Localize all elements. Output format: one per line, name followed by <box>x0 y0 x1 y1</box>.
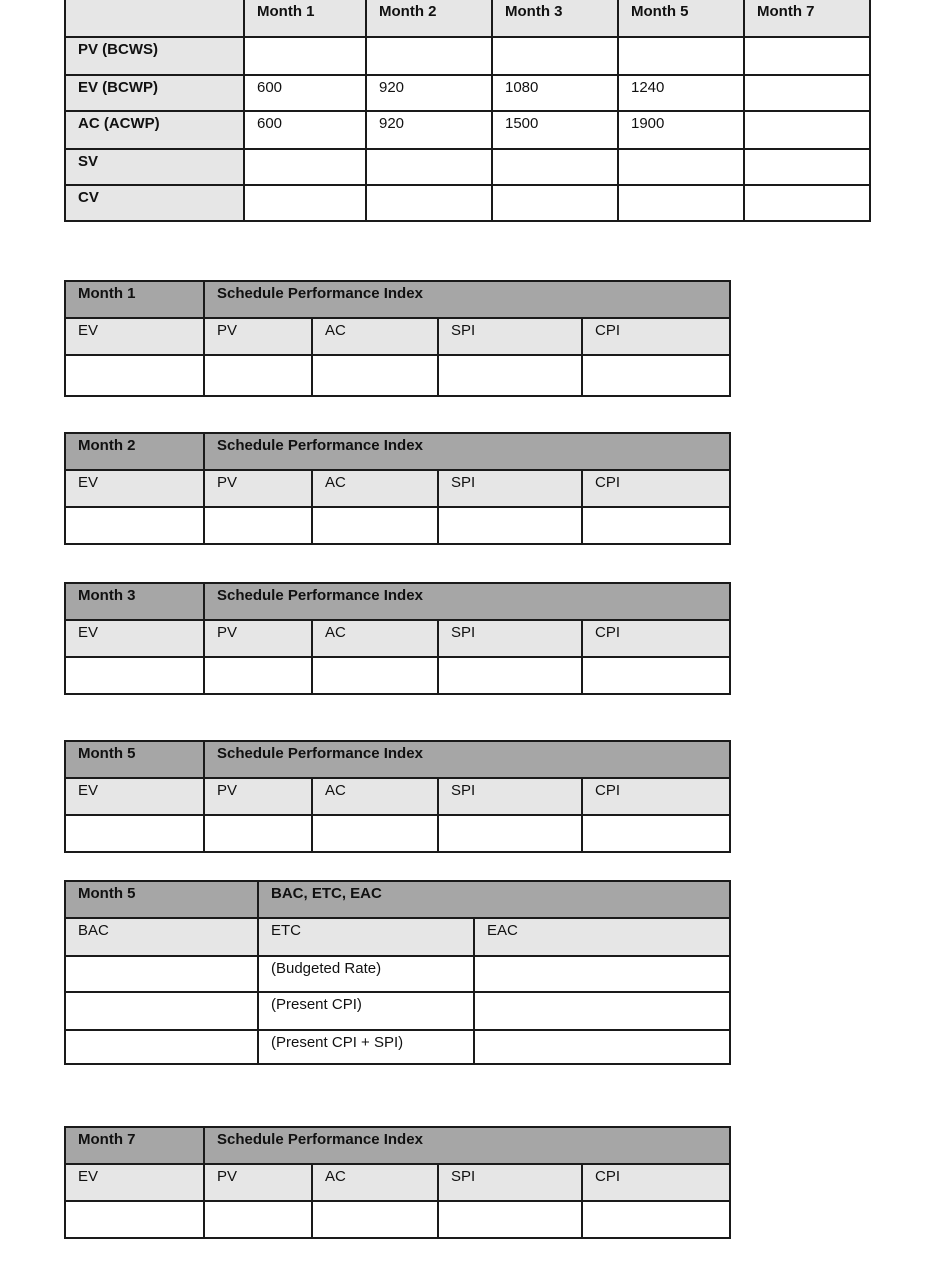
value-cell <box>492 37 618 75</box>
value-cell <box>312 355 438 396</box>
value-cell <box>492 185 618 221</box>
column-header: Month 1 <box>244 0 366 37</box>
value-cell: 920 <box>366 111 492 149</box>
column-header-row <box>65 918 730 956</box>
column-header: Month 7 <box>744 0 870 37</box>
value-cell <box>244 37 366 75</box>
title-row <box>65 281 730 318</box>
table-row <box>65 657 730 694</box>
column-header: CPI <box>582 470 730 507</box>
title-row <box>65 881 730 918</box>
table-row <box>65 1201 730 1238</box>
column-header: EV <box>65 1164 204 1201</box>
value-cell <box>474 956 730 992</box>
value-cell <box>65 956 258 992</box>
value-cell <box>65 355 204 396</box>
table-row <box>65 185 870 221</box>
row-label: CV <box>65 185 244 221</box>
value-cell: 1240 <box>618 75 744 111</box>
column-header: SPI <box>438 778 582 815</box>
table-row <box>65 956 730 992</box>
column-header: EV <box>65 470 204 507</box>
value-cell <box>744 111 870 149</box>
table-title: BAC, ETC, EAC <box>258 881 730 918</box>
value-cell <box>244 185 366 221</box>
month-label: Month 3 <box>65 583 204 620</box>
value-cell <box>312 507 438 544</box>
value-cell <box>438 507 582 544</box>
value-cell <box>582 657 730 694</box>
row-label: EV (BCWP) <box>65 75 244 111</box>
spi-table-month-7 <box>64 1126 731 1239</box>
value-cell <box>312 657 438 694</box>
value-cell <box>618 149 744 185</box>
column-header: CPI <box>582 620 730 657</box>
column-header: PV <box>204 778 312 815</box>
column-header: EV <box>65 318 204 355</box>
spi-table-month-3 <box>64 582 731 695</box>
column-header: EV <box>65 778 204 815</box>
column-header: ETC <box>258 918 474 956</box>
value-cell: 920 <box>366 75 492 111</box>
value-cell <box>65 992 258 1030</box>
value-cell <box>244 149 366 185</box>
column-header: CPI <box>582 778 730 815</box>
value-cell <box>582 507 730 544</box>
etc-method-label: (Present CPI + SPI) <box>258 1030 474 1064</box>
row-label: AC (ACWP) <box>65 111 244 149</box>
etc-method-label: (Present CPI) <box>258 992 474 1030</box>
title-row <box>65 741 730 778</box>
column-header: PV <box>204 318 312 355</box>
corner-cell <box>65 0 244 37</box>
table-row <box>65 992 730 1030</box>
column-header: CPI <box>582 1164 730 1201</box>
month-label: Month 5 <box>65 741 204 778</box>
table-row <box>65 1030 730 1064</box>
header-row <box>65 0 870 37</box>
column-header: Month 3 <box>492 0 618 37</box>
column-header-row <box>65 620 730 657</box>
value-cell <box>204 507 312 544</box>
value-cell <box>204 355 312 396</box>
month-label: Month 5 <box>65 881 258 918</box>
column-header: EAC <box>474 918 730 956</box>
value-cell: 600 <box>244 75 366 111</box>
value-cell <box>438 815 582 852</box>
value-cell <box>65 507 204 544</box>
column-header: PV <box>204 620 312 657</box>
table-row <box>65 111 870 149</box>
table-row <box>65 149 870 185</box>
value-cell <box>204 815 312 852</box>
etc-method-label: (Budgeted Rate) <box>258 956 474 992</box>
column-header-row <box>65 1164 730 1201</box>
value-cell <box>65 657 204 694</box>
table-row <box>65 75 870 111</box>
value-cell <box>204 1201 312 1238</box>
column-header: Month 5 <box>618 0 744 37</box>
earned-value-table <box>64 0 871 222</box>
value-cell <box>474 1030 730 1064</box>
column-header: PV <box>204 470 312 507</box>
column-header-row <box>65 318 730 355</box>
table-title: Schedule Performance Index <box>204 281 730 318</box>
column-header: PV <box>204 1164 312 1201</box>
column-header: BAC <box>65 918 258 956</box>
value-cell: 1500 <box>492 111 618 149</box>
column-header-row <box>65 778 730 815</box>
title-row <box>65 433 730 470</box>
value-cell: 600 <box>244 111 366 149</box>
column-header: AC <box>312 1164 438 1201</box>
value-cell <box>204 657 312 694</box>
row-label: SV <box>65 149 244 185</box>
column-header-row <box>65 470 730 507</box>
bac-etc-eac-table <box>64 880 731 1065</box>
row-label: PV (BCWS) <box>65 37 244 75</box>
table-row <box>65 815 730 852</box>
column-header: EV <box>65 620 204 657</box>
column-header: SPI <box>438 470 582 507</box>
table-title: Schedule Performance Index <box>204 583 730 620</box>
spi-table-month-2 <box>64 432 731 545</box>
value-cell <box>366 149 492 185</box>
column-header: AC <box>312 318 438 355</box>
value-cell <box>438 1201 582 1238</box>
title-row <box>65 1127 730 1164</box>
value-cell <box>492 149 618 185</box>
value-cell <box>582 815 730 852</box>
value-cell <box>744 75 870 111</box>
column-header: Month 2 <box>366 0 492 37</box>
table-title: Schedule Performance Index <box>204 741 730 778</box>
value-cell <box>65 1030 258 1064</box>
table-row <box>65 507 730 544</box>
spi-table-month-1 <box>64 280 731 397</box>
column-header: SPI <box>438 318 582 355</box>
value-cell <box>65 815 204 852</box>
value-cell <box>366 185 492 221</box>
value-cell: 1900 <box>618 111 744 149</box>
column-header: SPI <box>438 1164 582 1201</box>
month-label: Month 1 <box>65 281 204 318</box>
value-cell <box>744 185 870 221</box>
column-header: AC <box>312 470 438 507</box>
value-cell <box>744 149 870 185</box>
month-label: Month 2 <box>65 433 204 470</box>
value-cell <box>438 657 582 694</box>
column-header: AC <box>312 778 438 815</box>
table-row <box>65 37 870 75</box>
value-cell <box>312 815 438 852</box>
table-title: Schedule Performance Index <box>204 433 730 470</box>
value-cell <box>65 1201 204 1238</box>
column-header: SPI <box>438 620 582 657</box>
value-cell <box>438 355 582 396</box>
table-title: Schedule Performance Index <box>204 1127 730 1164</box>
value-cell <box>618 185 744 221</box>
title-row <box>65 583 730 620</box>
spi-table-month-5 <box>64 740 731 853</box>
column-header: AC <box>312 620 438 657</box>
table-row <box>65 355 730 396</box>
value-cell <box>366 37 492 75</box>
value-cell <box>618 37 744 75</box>
value-cell <box>474 992 730 1030</box>
value-cell <box>582 1201 730 1238</box>
value-cell <box>744 37 870 75</box>
month-label: Month 7 <box>65 1127 204 1164</box>
value-cell: 1080 <box>492 75 618 111</box>
column-header: CPI <box>582 318 730 355</box>
value-cell <box>582 355 730 396</box>
value-cell <box>312 1201 438 1238</box>
